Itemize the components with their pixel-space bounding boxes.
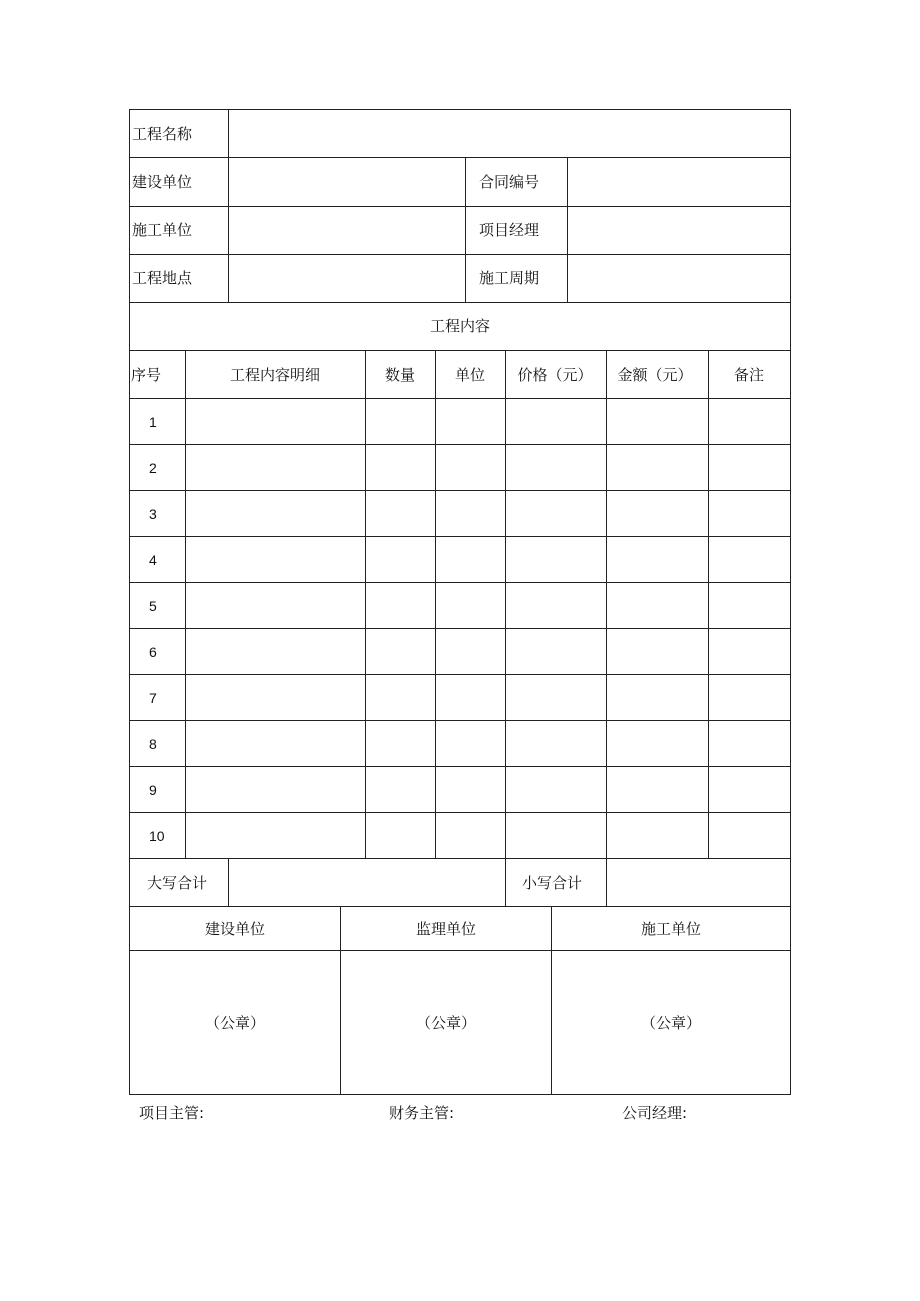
row-number: 5	[149, 598, 157, 614]
row-line	[129, 582, 791, 583]
uppercase-total-label: 大写合计	[147, 874, 208, 892]
row-number: 1	[149, 414, 157, 430]
project-name-label: 工程名称	[132, 125, 193, 143]
row-line	[129, 720, 791, 721]
finance-supervisor-signature: 财务主管:	[389, 1104, 455, 1122]
col-line	[551, 906, 552, 1094]
col-line	[465, 157, 466, 302]
contractor-label: 施工单位	[132, 221, 193, 239]
col-line	[708, 350, 709, 858]
content-section-title: 工程内容	[429, 317, 491, 335]
row-line	[129, 302, 791, 303]
col-line	[505, 350, 506, 906]
row-line	[129, 398, 791, 399]
col-header-price: 价格（元）	[517, 366, 593, 384]
row-line	[129, 490, 791, 491]
col-header-quantity: 数量	[384, 366, 416, 384]
seal-supervisor-label: 监理单位	[415, 920, 477, 938]
row-line	[129, 628, 791, 629]
location-label: 工程地点	[132, 269, 193, 287]
row-number: 8	[149, 736, 157, 752]
col-line	[340, 906, 341, 1094]
seal-stamp-contractor: （公章）	[640, 1014, 702, 1032]
duration-label: 施工周期	[479, 269, 540, 287]
col-header-detail: 工程内容明细	[229, 366, 321, 384]
seal-contractor-label: 施工单位	[640, 920, 702, 938]
seal-client-label: 建设单位	[204, 920, 266, 938]
col-line	[185, 350, 186, 858]
seal-stamp-supervisor: （公章）	[415, 1014, 477, 1032]
row-line	[129, 536, 791, 537]
border-left	[129, 109, 130, 1095]
contract-no-label: 合同编号	[479, 173, 540, 191]
col-line	[228, 858, 229, 906]
seal-stamp-client: （公章）	[204, 1014, 266, 1032]
row-number: 4	[149, 552, 157, 568]
client-label: 建设单位	[132, 173, 193, 191]
col-header-remarks: 备注	[733, 366, 765, 384]
col-line	[606, 350, 607, 906]
row-number: 10	[149, 828, 165, 844]
col-line	[567, 157, 568, 302]
col-header-amount: 金额（元）	[617, 366, 693, 384]
row-number: 3	[149, 506, 157, 522]
row-number: 9	[149, 782, 157, 798]
row-line	[129, 674, 791, 675]
row-line	[129, 906, 791, 907]
row-number: 2	[149, 460, 157, 476]
project-supervisor-signature: 项目主管:	[139, 1104, 205, 1122]
row-line	[129, 950, 791, 951]
col-line	[365, 350, 366, 858]
border-right	[790, 109, 791, 1095]
row-line	[129, 766, 791, 767]
col-line	[435, 350, 436, 858]
row-number: 7	[149, 690, 157, 706]
project-manager-label: 项目经理	[479, 221, 540, 239]
col-line	[228, 109, 229, 302]
col-header-unit: 单位	[454, 366, 486, 384]
border-bottom	[129, 1094, 791, 1095]
lowercase-total-label: 小写合计	[522, 874, 583, 892]
company-manager-signature: 公司经理:	[622, 1104, 688, 1122]
row-line	[129, 444, 791, 445]
row-number: 6	[149, 644, 157, 660]
row-line	[129, 812, 791, 813]
row-line	[129, 350, 791, 351]
col-header-index: 序号	[131, 366, 162, 384]
